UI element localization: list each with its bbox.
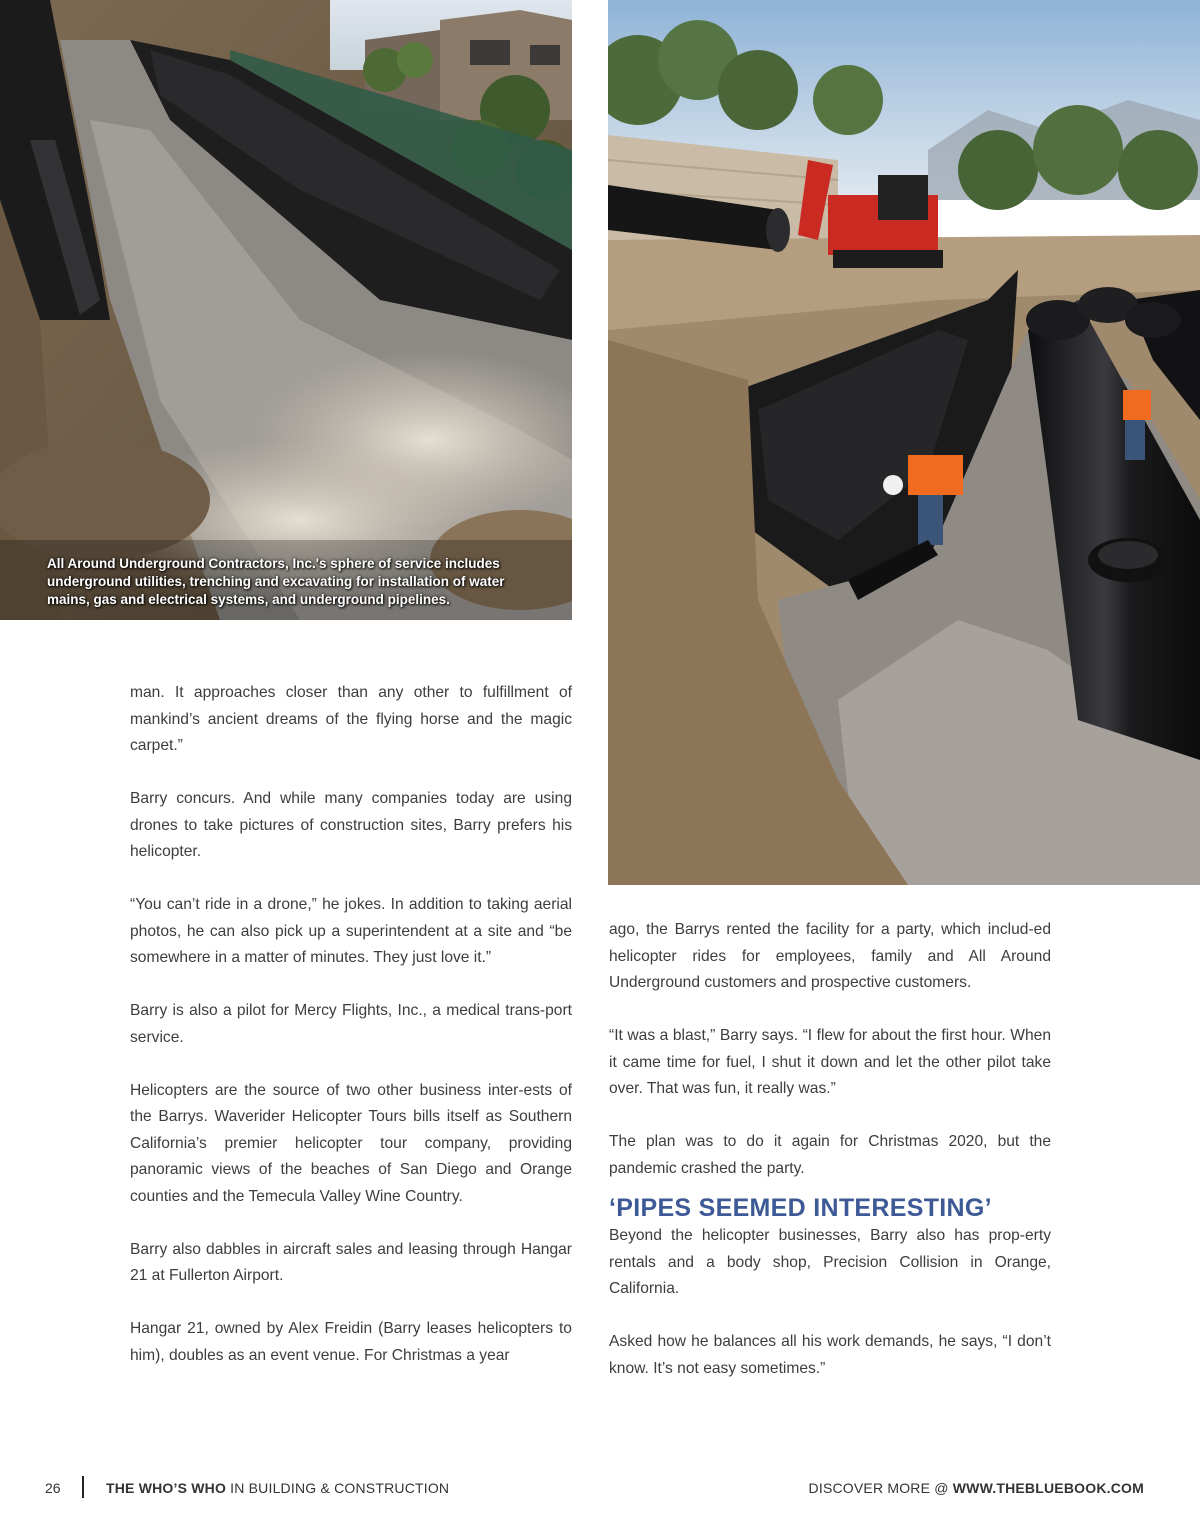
discover-more xyxy=(809,1476,1144,1500)
paragraph: Hangar 21, owned by Alex Freidin (Barry leases helicopters to him), doubles as an event venue. For Christmas a year xyxy=(130,1320,572,1364)
footer-divider xyxy=(82,1476,84,1498)
paragraph: The plan was to do it again for Christmas 2020, but the pandemic crashed the party. xyxy=(609,1133,1051,1177)
section-heading: ‘PIPES SEEMED INTERESTING’ xyxy=(609,1194,992,1222)
discover-prefix: DISCOVER MORE @ xyxy=(808,1480,953,1496)
paragraph: Barry also dabbles in aircraft sales and leasing through Hangar 21 at Fullerton Airport. xyxy=(130,1240,572,1284)
paragraph: “It was a blast,” Barry says. “I flew for about the first hour. When it came time for fuel, I shut it down and let the other pilot take over. That was fun, it really was.” xyxy=(609,1027,1051,1097)
paragraph: man. It approaches closer than any other to fulfillment of mankind’s ancient dreams of the flying horse and the magic carpet.” xyxy=(130,684,572,754)
paragraph: Barry is also a pilot for Mercy Flights, Inc., a medical trans-port service. xyxy=(130,1002,572,1046)
paragraph: Helicopters are the source of two other business inter-ests of the Barrys. Waverider Helicopter Tours bills itself as Southern California’s premier helicopter tour company, providing panoramic views of the beaches of San Diego and Orange counties and the Temecula Valley Wine Country. xyxy=(130,1081,572,1205)
paragraph: ago, the Barrys rented the facility for a party, which includ-ed helicopter rides for employees, family and All Around Underground customers and prospective customers. xyxy=(609,921,1051,991)
publication-name xyxy=(106,1476,449,1500)
photo-caption: All Around Underground Contractors, Inc.'s sphere of service includes underground utilities, trenching and excavating for installation of water mains, gas and electrical systems, and underground pipelines. xyxy=(47,556,505,607)
publication-name-rest: IN BUILDING & CONSTRUCTION xyxy=(226,1480,450,1496)
paragraph: Beyond the helicopter businesses, Barry also has prop-erty rentals and a body shop, Precision Collision in Orange, California. xyxy=(609,1227,1051,1297)
article-column-left xyxy=(130,680,572,1369)
pipe-installation-photo-right xyxy=(608,0,1200,885)
paragraph: “You can’t ride in a drone,” he jokes. In addition to taking aerial photos, he can also pick up a superintendent at a site and “be somewhere in a matter of minutes. They just love it.” xyxy=(130,896,572,966)
discover-url-link[interactable]: WWW.THEBLUEBOOK.COM xyxy=(952,1480,1144,1496)
publication-name-bold: THE WHO’S WHO xyxy=(106,1480,227,1496)
page-number: 26 xyxy=(45,1480,61,1496)
paragraph: Asked how he balances all his work demands, he says, “I don’t know. It’s not easy sometimes.” xyxy=(609,1333,1051,1377)
paragraph: Barry concurs. And while many companies today are using drones to take pictures of construction sites, Barry prefers his helicopter. xyxy=(130,790,572,860)
trench-photo-left xyxy=(0,0,572,620)
article-column-right xyxy=(609,917,1051,1382)
pipe-installation-photo-image xyxy=(608,0,1200,885)
trench-photo-left-image xyxy=(0,0,572,620)
